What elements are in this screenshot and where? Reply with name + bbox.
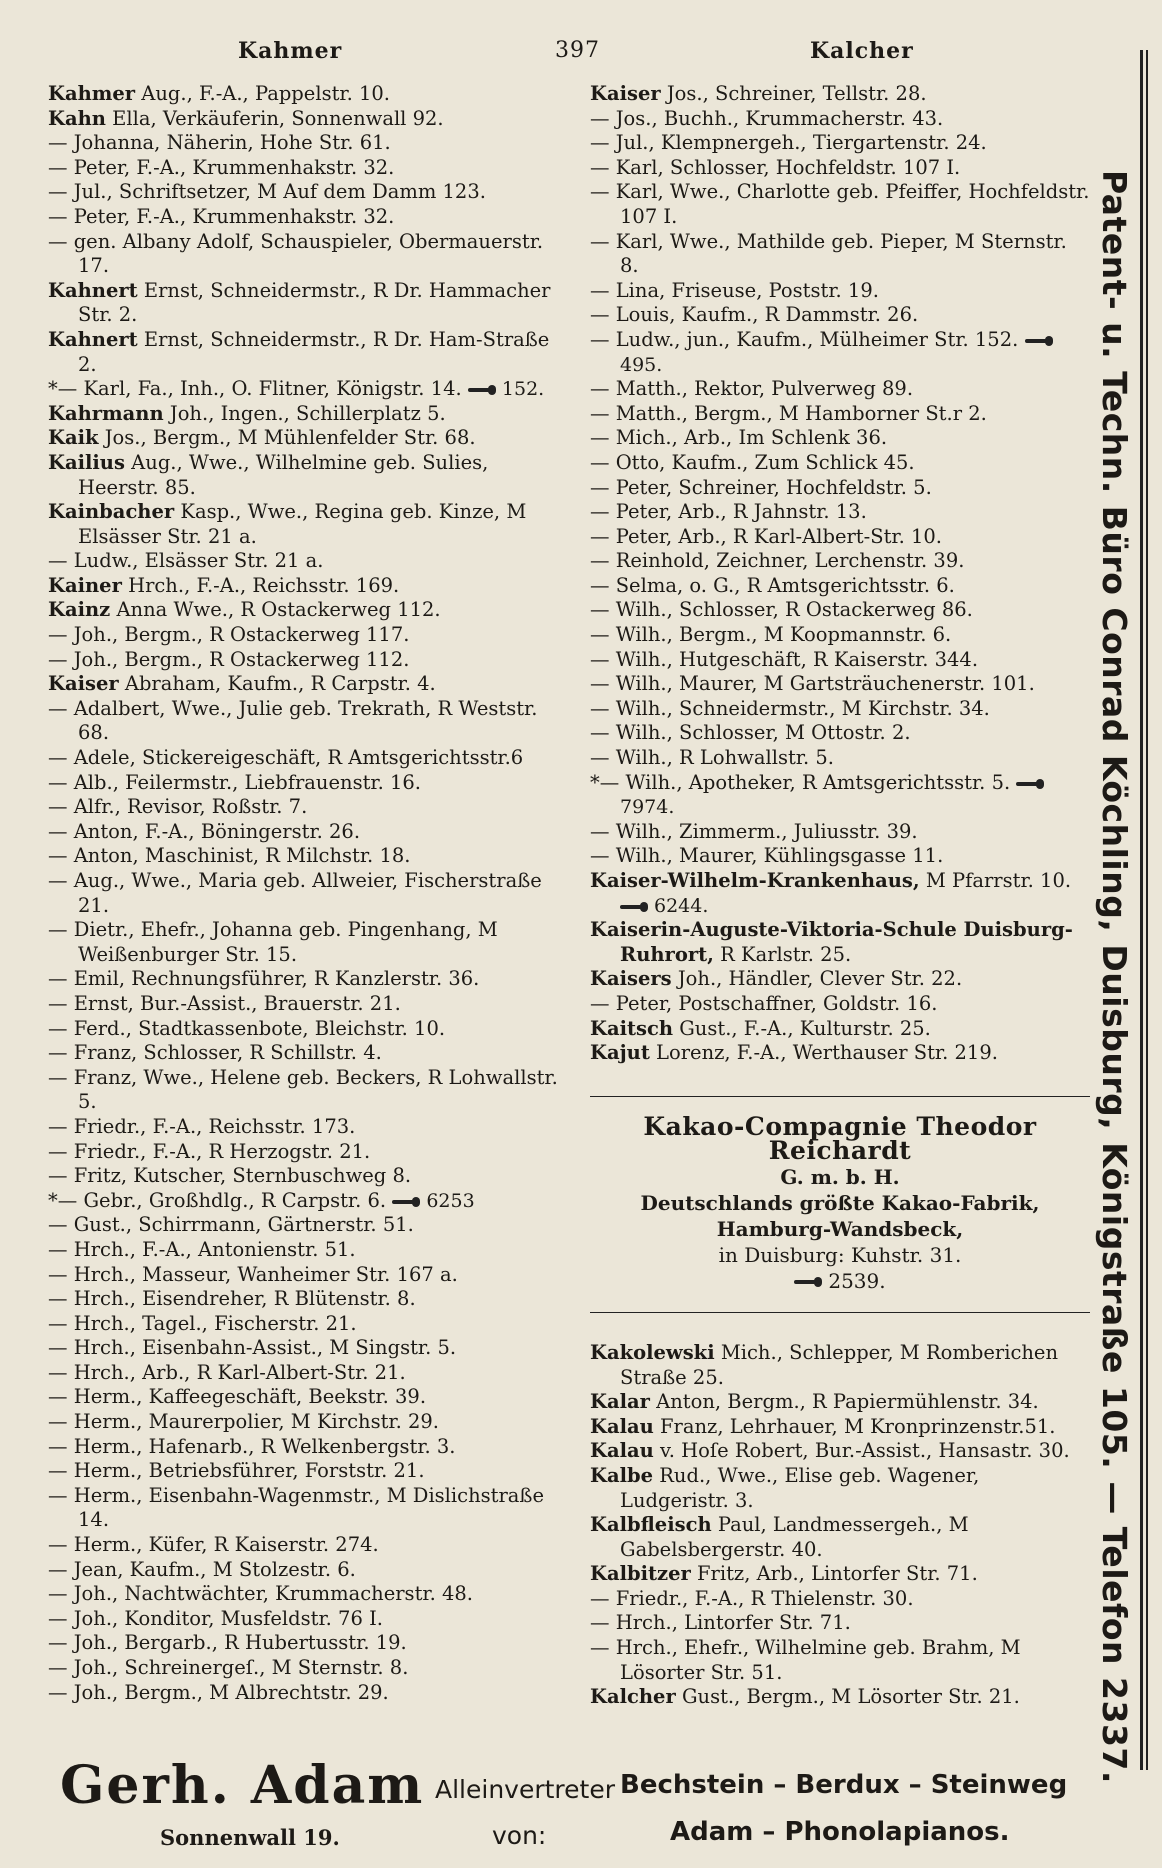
entry-surname: Kalcher bbox=[590, 1685, 676, 1709]
directory-entry bbox=[48, 549, 566, 574]
entry-text: — gen. Albany Adolf, Schauspieler, Obermauerstr. 17. bbox=[48, 229, 544, 278]
directory-entry bbox=[590, 869, 1090, 918]
header-left-keyword: Kahmer bbox=[238, 38, 343, 64]
directory-entry bbox=[590, 992, 1090, 1017]
directory-entry bbox=[590, 230, 1090, 279]
directory-entry bbox=[48, 1287, 566, 1312]
entry-surname: Kalbfleisch bbox=[590, 1513, 712, 1537]
entry-text: — Selma, o. G., R Amtsgerichtsstr. 6. bbox=[590, 573, 955, 597]
entry-text: — Lina, Friseuse, Poststr. 19. bbox=[590, 278, 879, 302]
directory-entry bbox=[48, 869, 566, 918]
directory-entry bbox=[590, 476, 1090, 501]
entry-text: — Wilh., Maurer, M Gartsträuchenerstr. 101. bbox=[590, 672, 1035, 696]
advertisement-box bbox=[590, 1096, 1090, 1313]
footer-makers: Bechstein – Berdux – Steinweg bbox=[620, 1770, 1068, 1800]
entry-text: — Hrch., Eisendreher, R Blütenstr. 8. bbox=[48, 1287, 416, 1311]
directory-entry bbox=[590, 598, 1090, 623]
entry-text: — Dietr., Ehefr., Johanna geb. Pingenhang, M Weißenburger Str. 15. bbox=[48, 918, 498, 966]
entry-text: Joh., Händler, Clever Str. 22. bbox=[677, 967, 963, 991]
directory-entry bbox=[48, 598, 566, 623]
phone-number: 6244. bbox=[654, 894, 709, 917]
entry-surname: Kaisers bbox=[590, 967, 672, 991]
entry-text: — Reinhold, Zeichner, Lerchenstr. 39. bbox=[590, 549, 965, 573]
entry-text: — Jul., Klempnergeh., Tiergartenstr. 24. bbox=[590, 131, 987, 155]
entry-text: — Johanna, Näherin, Hohe Str. 61. bbox=[48, 131, 391, 155]
directory-entry bbox=[48, 574, 566, 599]
directory-entry bbox=[590, 967, 1090, 992]
directory-entry bbox=[48, 771, 566, 796]
phone-number: 6253 bbox=[426, 1189, 475, 1212]
directory-entry bbox=[48, 1410, 566, 1435]
entry-surname: Kainer bbox=[48, 573, 122, 597]
telephone-icon bbox=[392, 1197, 422, 1207]
ad-line-1: Deutschlands größte Kakao-Fabrik, bbox=[640, 1190, 1040, 1215]
entry-text: — Peter, Schreiner, Hochfeldstr. 5. bbox=[590, 475, 932, 499]
entry-text: — Alfr., Revisor, Roßstr. 7. bbox=[48, 795, 308, 819]
telephone-icon bbox=[1016, 779, 1046, 789]
entry-text: — Friedr., F.-A., R Herzogstr. 21. bbox=[48, 1139, 371, 1163]
entry-text: Ella, Verkäuferin, Sonnenwall 92. bbox=[112, 106, 444, 130]
entry-text: — Joh., Konditor, Musfeldstr. 76 I. bbox=[48, 1606, 383, 1630]
entry-text: Ernst, Schneidermstr., R Dr. Hammacher Str. 2. bbox=[78, 278, 551, 327]
side-rule bbox=[1140, 50, 1143, 1770]
entry-text: — Herm., Küfer, R Kaiserstr. 274. bbox=[48, 1533, 379, 1557]
directory-entry bbox=[48, 500, 566, 549]
directory-entry bbox=[48, 451, 566, 500]
entry-text: — Friedr., F.-A., R Thielenstr. 30. bbox=[590, 1586, 914, 1610]
directory-entry bbox=[48, 328, 566, 377]
directory-entry bbox=[48, 1533, 566, 1558]
entry-text: — Herm., Eisenbahn-Wagenmstr., M Dislichstraße 14. bbox=[48, 1483, 544, 1532]
entry-surname: Kalbe bbox=[590, 1463, 654, 1487]
entry-text: — Friedr., F.-A., Reichsstr. 173. bbox=[48, 1114, 356, 1138]
directory-entry bbox=[590, 648, 1090, 673]
left-column bbox=[48, 82, 566, 1705]
directory-entry bbox=[48, 1238, 566, 1263]
entry-text: Abraham, Kaufm., R Carpstr. 4. bbox=[124, 672, 436, 696]
directory-entry bbox=[590, 918, 1090, 967]
entry-text: — Franz, Schlosser, R Schillstr. 4. bbox=[48, 1041, 382, 1065]
entry-text: — Peter, Arb., R Jahnstr. 13. bbox=[590, 500, 867, 524]
ad-line-2: Hamburg-Wandsbeck, bbox=[716, 1216, 964, 1241]
directory-entry bbox=[48, 795, 566, 820]
directory-entry bbox=[48, 1385, 566, 1410]
directory-entry bbox=[48, 377, 566, 402]
footer-agent: Alleinvertreter bbox=[435, 1775, 615, 1804]
directory-entry bbox=[48, 1435, 566, 1460]
entry-text: — Mich., Arb., Im Schlenk 36. bbox=[590, 426, 888, 450]
directory-entry bbox=[48, 992, 566, 1017]
entry-surname: Kaik bbox=[48, 426, 99, 450]
entry-text: — Karl, Schlosser, Hochfeldstr. 107 I. bbox=[590, 155, 961, 179]
directory-entry bbox=[590, 426, 1090, 451]
entry-text: — Jean, Kaufm., M Stolzestr. 6. bbox=[48, 1557, 356, 1581]
entry-text: R Karlstr. 25. bbox=[720, 942, 852, 966]
entry-text: — Hrch., Tagel., Fischerstr. 21. bbox=[48, 1311, 357, 1335]
directory-entry bbox=[590, 156, 1090, 181]
directory-entry bbox=[590, 500, 1090, 525]
entry-text: Aug., Wwe., Wilhelmine geb. Sulies, Heerstr. 85. bbox=[78, 450, 489, 499]
directory-entry bbox=[48, 402, 566, 427]
entry-surname: Kaiser-Wilhelm-Krankenhaus, bbox=[590, 869, 920, 892]
directory-entry bbox=[48, 1312, 566, 1337]
entry-text: — Emil, Rechnungsführer, R Kanzlerstr. 36. bbox=[48, 967, 480, 991]
entry-text: Paul, Landmessergeh., M Gabelsbergerstr. 40. bbox=[620, 1513, 969, 1561]
directory-entry bbox=[48, 1017, 566, 1042]
entry-text: Rud., Wwe., Elise geb. Wagener, Ludgeristr. 3. bbox=[620, 1463, 980, 1512]
entry-phone bbox=[392, 1190, 474, 1212]
entry-surname: Kaitsch bbox=[590, 1016, 674, 1040]
directory-entry bbox=[590, 771, 1090, 820]
entry-surname: Kalar bbox=[590, 1390, 650, 1414]
directory-entry bbox=[590, 672, 1090, 697]
footer-agent-von: von: bbox=[492, 1821, 547, 1850]
footer-address: Sonnenwall 19. bbox=[160, 1825, 340, 1850]
directory-entry bbox=[590, 1611, 1090, 1636]
directory-entry bbox=[48, 107, 566, 132]
entry-text: — Adalbert, Wwe., Julie geb. Trekrath, R Weststr. 68. bbox=[48, 696, 538, 745]
phone-number: 152. bbox=[501, 378, 545, 401]
directory-entry bbox=[48, 1115, 566, 1140]
directory-entry bbox=[48, 1656, 566, 1681]
telephone-icon bbox=[620, 902, 650, 912]
directory-entry bbox=[590, 1562, 1090, 1587]
entry-text: Fritz, Arb., Lintorfer Str. 71. bbox=[697, 1562, 978, 1586]
entry-text: — Jos., Buchh., Krummacherstr. 43. bbox=[590, 106, 944, 130]
directory-entry bbox=[48, 918, 566, 967]
entry-text: — Wilh., Schneidermstr., M Kirchstr. 34. bbox=[590, 696, 990, 720]
directory-entry bbox=[590, 377, 1090, 402]
entry-text: — Wilh., Schlosser, R Ostackerweg 86. bbox=[590, 598, 973, 622]
directory-entry bbox=[590, 1685, 1090, 1710]
entry-surname: Kahnert bbox=[48, 278, 138, 302]
entry-surname: Kainbacher bbox=[48, 500, 175, 524]
entry-text: — Karl, Wwe., Mathilde geb. Pieper, M Sternstr. 8. bbox=[590, 229, 1067, 278]
entry-text: — Anton, Maschinist, R Milchstr. 18. bbox=[48, 844, 411, 868]
directory-entry bbox=[48, 1336, 566, 1361]
entry-text: — Ernst, Bur.-Assist., Brauerstr. 21. bbox=[48, 991, 401, 1015]
entry-phone bbox=[620, 895, 708, 917]
entry-surname: Kalbitzer bbox=[590, 1562, 691, 1586]
entry-text: Ernst, Schneidermstr., R Dr. Ham-Straße 2. bbox=[78, 327, 550, 376]
directory-entry bbox=[48, 426, 566, 451]
directory-entry bbox=[48, 1213, 566, 1238]
directory-entry bbox=[590, 1390, 1090, 1415]
entry-surname: Kahnert bbox=[48, 327, 138, 351]
directory-entry bbox=[590, 131, 1090, 156]
entry-text: — Gust., Schirrmann, Gärtnerstr. 51. bbox=[48, 1213, 414, 1237]
directory-entry bbox=[48, 1189, 566, 1214]
entry-text: — Hrch., F.-A., Antonienstr. 51. bbox=[48, 1237, 356, 1261]
directory-entry bbox=[48, 156, 566, 181]
phone-number: 7974. bbox=[620, 796, 675, 819]
directory-entry bbox=[590, 623, 1090, 648]
entry-text: — Franz, Wwe., Helene geb. Beckers, R Lohwallstr. 5. bbox=[48, 1065, 558, 1114]
ad-phone bbox=[590, 1268, 1090, 1294]
entry-text: Kasp., Wwe., Regina geb. Kinze, M Elsässer Str. 21 a. bbox=[78, 500, 527, 548]
right-column-top bbox=[590, 82, 1090, 1066]
entry-text: M Pfarrstr. 10. bbox=[925, 869, 1072, 892]
directory-entry bbox=[48, 967, 566, 992]
entry-text: — Peter, F.-A., Krummenhakstr. 32. bbox=[48, 155, 395, 179]
directory-entry bbox=[590, 107, 1090, 132]
directory-entry bbox=[590, 1041, 1090, 1066]
entry-surname: Kaiser bbox=[48, 672, 119, 696]
entry-text: — Hrch., Eisenbahn-Assist., M Singstr. 5. bbox=[48, 1336, 457, 1360]
footer-advertisement bbox=[60, 1755, 1100, 1855]
entry-text: — Peter, Arb., R Karl-Albert-Str. 10. bbox=[590, 524, 943, 548]
entry-text: — Hrch., Masseur, Wanheimer Str. 167 a. bbox=[48, 1262, 458, 1286]
directory-entry bbox=[590, 303, 1090, 328]
directory-entry bbox=[590, 697, 1090, 722]
ad-title: Kakao-Compagnie Theodor Reichardt bbox=[643, 1111, 1037, 1166]
entry-text: — Joh., Nachtwächter, Krummacherstr. 48. bbox=[48, 1582, 473, 1606]
entry-surname: Kalau bbox=[590, 1414, 654, 1438]
entry-text: — Wilh., R Lohwallstr. 5. bbox=[590, 746, 834, 770]
telephone-icon bbox=[468, 385, 498, 395]
ad-phone-number: 2539. bbox=[828, 1268, 886, 1293]
directory-entry bbox=[48, 131, 566, 156]
directory-entry bbox=[48, 1263, 566, 1288]
entry-text: — Wilh., Hutgeschäft, R Kaiserstr. 344. bbox=[590, 647, 979, 671]
directory-entry bbox=[590, 525, 1090, 550]
entry-text: Gust., F.-A., Kulturstr. 25. bbox=[679, 1016, 931, 1040]
directory-entry bbox=[590, 721, 1090, 746]
entry-surname: Kailius bbox=[48, 450, 125, 474]
entry-text: Aug., F.-A., Pappelstr. 10. bbox=[141, 82, 391, 105]
directory-entry bbox=[48, 1484, 566, 1533]
directory-entry bbox=[590, 574, 1090, 599]
entry-phone bbox=[468, 378, 544, 400]
directory-entry bbox=[48, 672, 566, 697]
entry-surname: Kahrmann bbox=[48, 401, 164, 425]
entry-text: — Anton, F.-A., Böningerstr. 26. bbox=[48, 819, 361, 843]
entry-text: — Ludw., jun., Kaufm., Mülheimer Str. 152. bbox=[590, 327, 1019, 351]
entry-text: — Peter, Postschaffner, Goldstr. 16. bbox=[590, 991, 938, 1015]
directory-entry bbox=[590, 328, 1090, 377]
directory-entry bbox=[590, 1439, 1090, 1464]
directory-entry bbox=[48, 1140, 566, 1165]
footer-models: Adam – Phonolapianos. bbox=[670, 1817, 1010, 1847]
entry-text: Lorenz, F.-A., Werthauser Str. 219. bbox=[656, 1041, 998, 1065]
directory-entry bbox=[590, 82, 1090, 107]
entry-surname: Kalau bbox=[590, 1439, 654, 1463]
entry-text: — Herm., Hafenarb., R Welkenbergstr. 3. bbox=[48, 1434, 456, 1458]
directory-entry bbox=[590, 549, 1090, 574]
page-number: 397 bbox=[555, 38, 600, 63]
entry-text: Franz, Lehrhauer, M Kronprinzenstr.51. bbox=[660, 1414, 1056, 1438]
entry-text: *— Wilh., Apotheker, R Amtsgerichtsstr. 5. bbox=[590, 770, 1011, 794]
entry-text: — Alb., Feilermstr., Liebfrauenstr. 16. bbox=[48, 770, 422, 794]
right-column bbox=[590, 82, 1090, 1710]
directory-entry bbox=[48, 1459, 566, 1484]
directory-entry bbox=[590, 820, 1090, 845]
entry-text: *— Gebr., Großhdlg., R Carpstr. 6. bbox=[48, 1188, 387, 1212]
directory-entry bbox=[48, 1582, 566, 1607]
entry-text: — Wilh., Schlosser, M Ottostr. 2. bbox=[590, 721, 911, 745]
entry-text: — Herm., Kaffeegeschäft, Beekstr. 39. bbox=[48, 1385, 427, 1409]
side-banner bbox=[1090, 50, 1156, 1784]
entry-surname: Kahn bbox=[48, 106, 106, 130]
entry-text: — Hrch., Lintorfer Str. 71. bbox=[590, 1611, 851, 1635]
directory-entry bbox=[48, 697, 566, 746]
entry-text: — Herm., Maurerpolier, M Kirchstr. 29. bbox=[48, 1410, 439, 1434]
directory-entry bbox=[48, 180, 566, 205]
directory-entry bbox=[48, 205, 566, 230]
entry-text: — Fritz, Kutscher, Sternbuschweg 8. bbox=[48, 1164, 412, 1188]
entry-text: — Ludw., Elsässer Str. 21 a. bbox=[48, 549, 324, 573]
entry-text: — Joh., Bergm., R Ostackerweg 112. bbox=[48, 647, 410, 671]
entry-text: — Aug., Wwe., Maria geb. Allweier, Fischerstraße 21. bbox=[48, 869, 542, 917]
entry-text: — Joh., Bergm., R Ostackerweg 117. bbox=[48, 623, 410, 647]
entry-text: Mich., Schlepper, M Romberichen Straße 25. bbox=[620, 1340, 1059, 1389]
directory-entry bbox=[48, 82, 566, 107]
directory-entry bbox=[590, 402, 1090, 427]
entry-surname: Kaiser bbox=[590, 82, 661, 105]
directory-entry bbox=[48, 1361, 566, 1386]
entry-text: Jos., Bergm., M Mühlenfelder Str. 68. bbox=[104, 426, 476, 450]
entry-text: — Adele, Stickereigeschäft, R Amtsgerichtsstr.6 bbox=[48, 746, 524, 770]
directory-entry bbox=[48, 1066, 566, 1115]
entry-text: — Hrch., Arb., R Karl-Albert-Str. 21. bbox=[48, 1360, 406, 1384]
directory-entry bbox=[48, 1631, 566, 1656]
directory-entry bbox=[48, 1558, 566, 1583]
entry-text: — Matth., Rektor, Pulverweg 89. bbox=[590, 377, 914, 401]
directory-entry bbox=[590, 451, 1090, 476]
directory-entry bbox=[48, 623, 566, 648]
directory-entry bbox=[48, 820, 566, 845]
directory-entry bbox=[590, 1587, 1090, 1612]
entry-surname: Kainz bbox=[48, 598, 111, 622]
directory-entry bbox=[590, 746, 1090, 771]
entry-text: — Matth., Bergm., M Hamborner St.r 2. bbox=[590, 401, 987, 425]
directory-entry bbox=[590, 1464, 1090, 1513]
entry-text: — Joh., Schreinergeſ., M Sternstr. 8. bbox=[48, 1656, 409, 1679]
telephone-icon bbox=[1025, 336, 1055, 346]
directory-entry bbox=[48, 1681, 566, 1706]
telephone-icon bbox=[794, 1277, 824, 1287]
entry-text: — Otto, Kaufm., Zum Schlick 45. bbox=[590, 450, 915, 474]
directory-entry bbox=[590, 279, 1090, 304]
entry-text: Anna Wwe., R Ostackerweg 112. bbox=[116, 598, 441, 622]
directory-entry bbox=[590, 1341, 1090, 1390]
directory-entry bbox=[48, 844, 566, 869]
entry-text: — Wilh., Bergm., M Koopmannstr. 6. bbox=[590, 623, 952, 647]
entry-text: — Louis, Kaufm., R Dammstr. 26. bbox=[590, 303, 919, 327]
entry-text: *— Karl, Fa., Inh., O. Flitner, Königstr. 14. bbox=[48, 377, 462, 401]
directory-entry bbox=[48, 1041, 566, 1066]
entry-text: — Joh., Bergarb., R Hubertusstr. 19. bbox=[48, 1631, 407, 1655]
header-right-keyword: Kalcher bbox=[810, 38, 914, 64]
entry-surname: Kakolewski bbox=[590, 1340, 715, 1364]
entry-text: v. Hoſe Robert, Bur.-Assist., Hansastr. 30. bbox=[660, 1439, 1070, 1463]
directory-entry bbox=[48, 648, 566, 673]
directory-entry bbox=[590, 180, 1090, 229]
entry-surname: Kajut bbox=[590, 1041, 650, 1065]
directory-entry bbox=[48, 1607, 566, 1632]
entry-text: — Jul., Schriftsetzer, M Auf dem Damm 123. bbox=[48, 180, 486, 204]
entry-text: — Hrch., Ehefr., Wilhelmine geb. Brahm, M Lösorter Str. 51. bbox=[590, 1636, 1021, 1684]
entry-text: — Ferd., Stadtkassenbote, Bleichstr. 10. bbox=[48, 1016, 446, 1040]
side-banner-text: Patent- u. Techn. Büro Conrad Köchling, Duisburg, Königstraße 105. — Telefon 2337. bbox=[1095, 170, 1134, 1784]
entry-text: — Karl, Wwe., Charlotte geb. Pfeiffer, Hochfeldstr. 107 I. bbox=[590, 180, 1090, 228]
entry-text: — Joh., Bergm., M Albrechtstr. 29. bbox=[48, 1680, 389, 1704]
footer-brand: Gerh. Adam bbox=[60, 1755, 425, 1816]
directory-entry bbox=[48, 746, 566, 771]
directory-entry bbox=[590, 1415, 1090, 1440]
right-column-bottom bbox=[590, 1341, 1090, 1710]
entry-text: — Wilh., Maurer, Kühlingsgasse 11. bbox=[590, 844, 944, 868]
directory-entry bbox=[590, 1017, 1090, 1042]
ad-subtitle: G. m. b. H. bbox=[780, 1164, 900, 1189]
directory-entry bbox=[48, 1164, 566, 1189]
ad-line-3: in Duisburg: Kuhstr. 31. bbox=[718, 1242, 962, 1267]
entry-text: Joh., Ingen., Schillerplatz 5. bbox=[169, 401, 446, 425]
directory-entry bbox=[590, 1636, 1090, 1685]
phone-number: 495. bbox=[620, 353, 663, 376]
directory-entry bbox=[48, 279, 566, 328]
side-rule-inner bbox=[1146, 50, 1148, 1770]
entry-text: Anton, Bergm., R Papiermühlenstr. 34. bbox=[656, 1390, 1039, 1414]
directory-entry bbox=[590, 844, 1090, 869]
entry-text: — Herm., Betriebsführer, Forststr. 21. bbox=[48, 1459, 425, 1483]
directory-entry bbox=[590, 1513, 1090, 1562]
entry-text: — Peter, F.-A., Krummenhakstr. 32. bbox=[48, 204, 395, 228]
entry-surname: Kahmer bbox=[48, 82, 136, 105]
directory-entry bbox=[48, 230, 566, 279]
entry-text: Jos., Schreiner, Tellstr. 28. bbox=[666, 82, 927, 105]
entry-text: Gust., Bergm., M Lösorter Str. 21. bbox=[681, 1685, 1020, 1709]
entry-text: — Wilh., Zimmerm., Juliusstr. 39. bbox=[590, 819, 918, 843]
entry-surname: Kaiserin-Auguste-Viktoria-Schule Duisburg-Ruhrort, bbox=[590, 918, 1073, 966]
entry-text: Hrch., F.-A., Reichsstr. 169. bbox=[128, 573, 400, 597]
